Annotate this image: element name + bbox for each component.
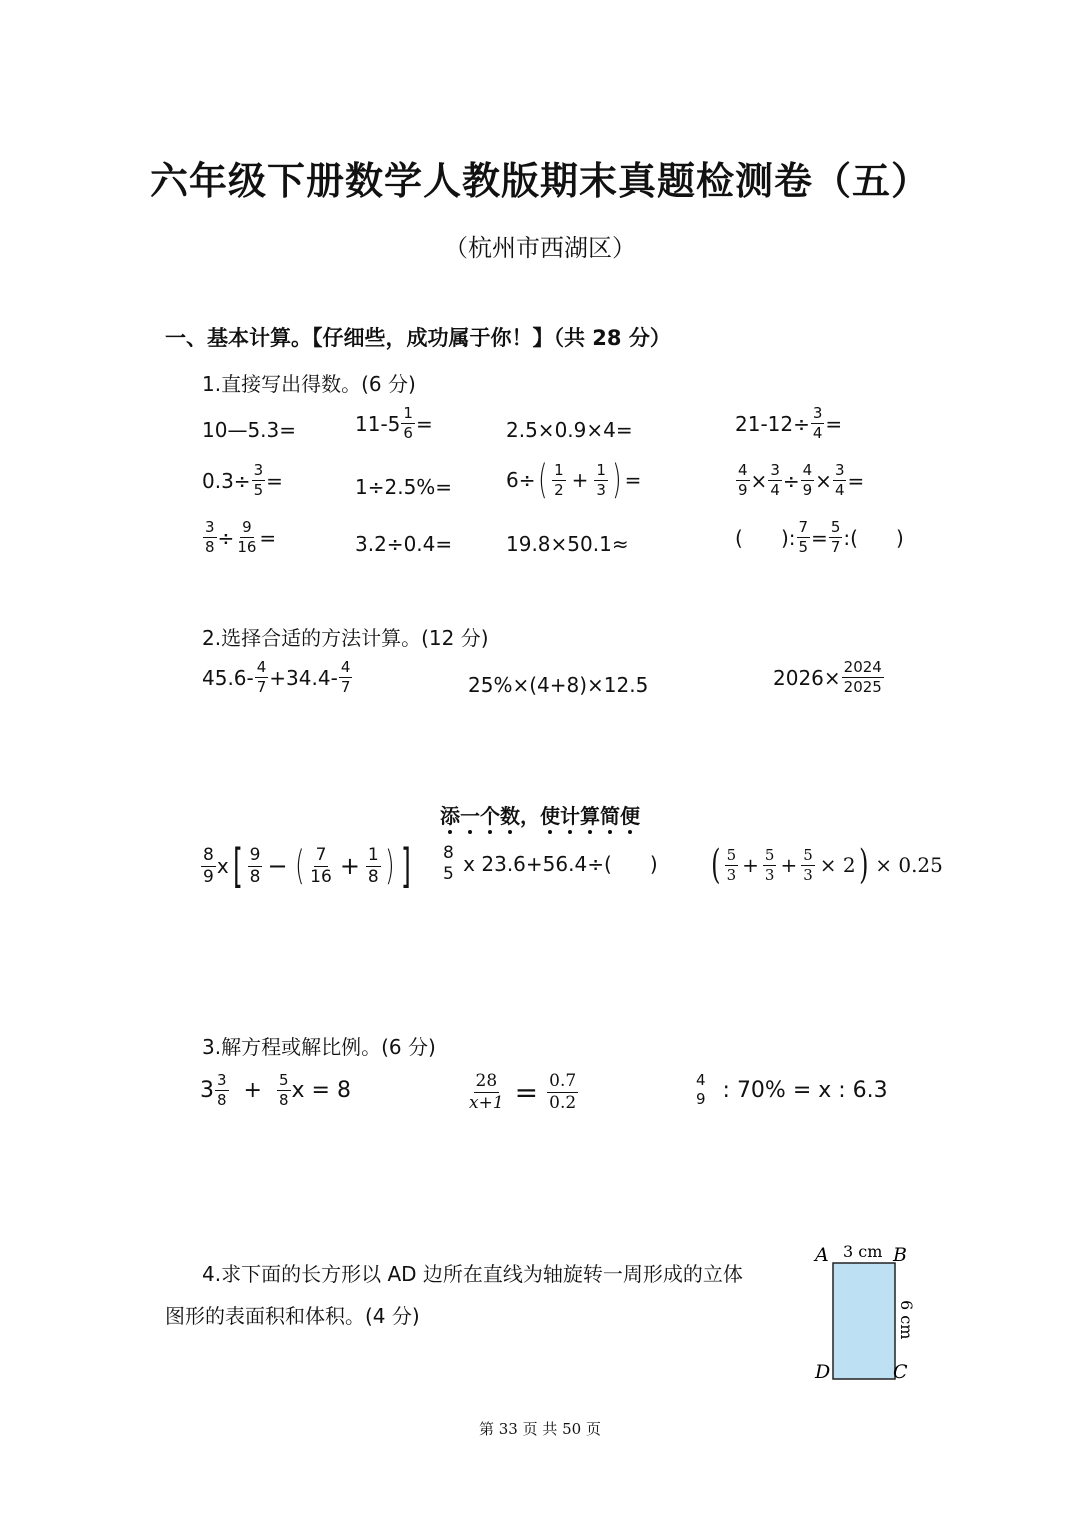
question-3-label: 3.解方程或解比例。(6 分) xyxy=(202,1035,436,1059)
simplify-hint: 添一个数，使计算简便 xyxy=(440,804,640,828)
vertex-a-label: A xyxy=(815,1244,829,1266)
page-footer: 第 33 页 共 50 页 xyxy=(478,1420,601,1438)
vertex-d-label: D xyxy=(815,1361,831,1383)
question-1-label: 1.直接写出得数。(6 分) xyxy=(202,372,416,396)
top-length-label: 3 cm xyxy=(843,1242,883,1261)
section-heading: 一、基本计算。【仔细些，成功属于你！】（共 28 分） xyxy=(165,326,671,350)
page-subtitle: （杭州市西湖区） xyxy=(444,234,636,262)
q2-item-e1: 45.6- 4 7 +34.4- 4 7 xyxy=(202,658,351,696)
q2-item-f3: ( 5 3 + $\frac{5}{3}$ + $\frac{5}{3}$ × 2 ) × 0.25 xyxy=(711,842,943,888)
q1-item-a4: 21-12÷ $\frac{3}{4}$ = xyxy=(735,404,843,442)
question-4-line2: 图形的表面积和体积。(4 分) xyxy=(165,1304,420,1328)
rectangle-figure xyxy=(805,1236,920,1386)
q2-item-f1: 8 9 x [ 9 8 − ( 7 16 + $\frac{1}{8}$ ) ] xyxy=(203,839,412,893)
q1-item-a1: 10—5.3= xyxy=(202,418,297,442)
q2-item-f2: 8 5 x 23.6+56.4÷( ) xyxy=(443,843,658,884)
q1-item-b3: 6÷ ( 1 2 + $\frac{1}{3}$ ) = xyxy=(506,457,642,503)
question-4-line1: 4.求下面的长方形以 AD 边所在直线为轴旋转一周形成的立体 xyxy=(202,1262,743,1286)
question-2-label: 2.选择合适的方法计算。(12 分) xyxy=(202,626,489,650)
vertex-b-label: B xyxy=(893,1244,907,1266)
page-title: 六年级下册数学人教版期末真题检测卷（五） xyxy=(149,159,930,203)
q3-item-g2: $\frac{28}{x+1}$ = $\frac{0.7}{0.2}$ xyxy=(469,1071,577,1113)
q1-item-a2: 11-5 $\frac{1}{6}$ = xyxy=(355,404,433,442)
q1-item-a3: 2.5×0.9×4= xyxy=(506,418,633,442)
q1-item-c1: $\frac{3}{8}$ ÷ $\frac{9}{16}$ = xyxy=(205,518,277,556)
q1-item-c4: ( ): $\frac{7}{5}$ = $\frac{5}{7}$ :( ) xyxy=(735,518,904,556)
rectangle-shape xyxy=(833,1263,895,1379)
vertex-c-label: C xyxy=(893,1361,908,1383)
q1-item-b4: $\frac{4}{9}$ × $\frac{3}{4}$ ÷ $\frac{4}{9}$ × $\frac{3}{4}$ = xyxy=(738,461,865,499)
q3-item-g1: 3 3 8 + $\frac{5}{8}$ x = 8 xyxy=(200,1071,351,1109)
q1-item-b2: 1÷2.5%= xyxy=(355,475,453,499)
q3-item-g3: 4 9 : 70% = x : 6.3 xyxy=(696,1071,888,1108)
side-length-label: 6 cm xyxy=(897,1300,916,1340)
q1-item-c3: 19.8×50.1≈ xyxy=(506,532,629,556)
q2-item-e2: 25%×(4+8)×12.5 xyxy=(468,673,649,697)
q2-item-e3: 2026× $\frac{2024}{2025}$ xyxy=(773,658,882,696)
q1-item-c2: 3.2÷0.4= xyxy=(355,532,453,556)
q1-item-b1: 0.3÷ $\frac{3}{5}$ = xyxy=(202,461,283,499)
